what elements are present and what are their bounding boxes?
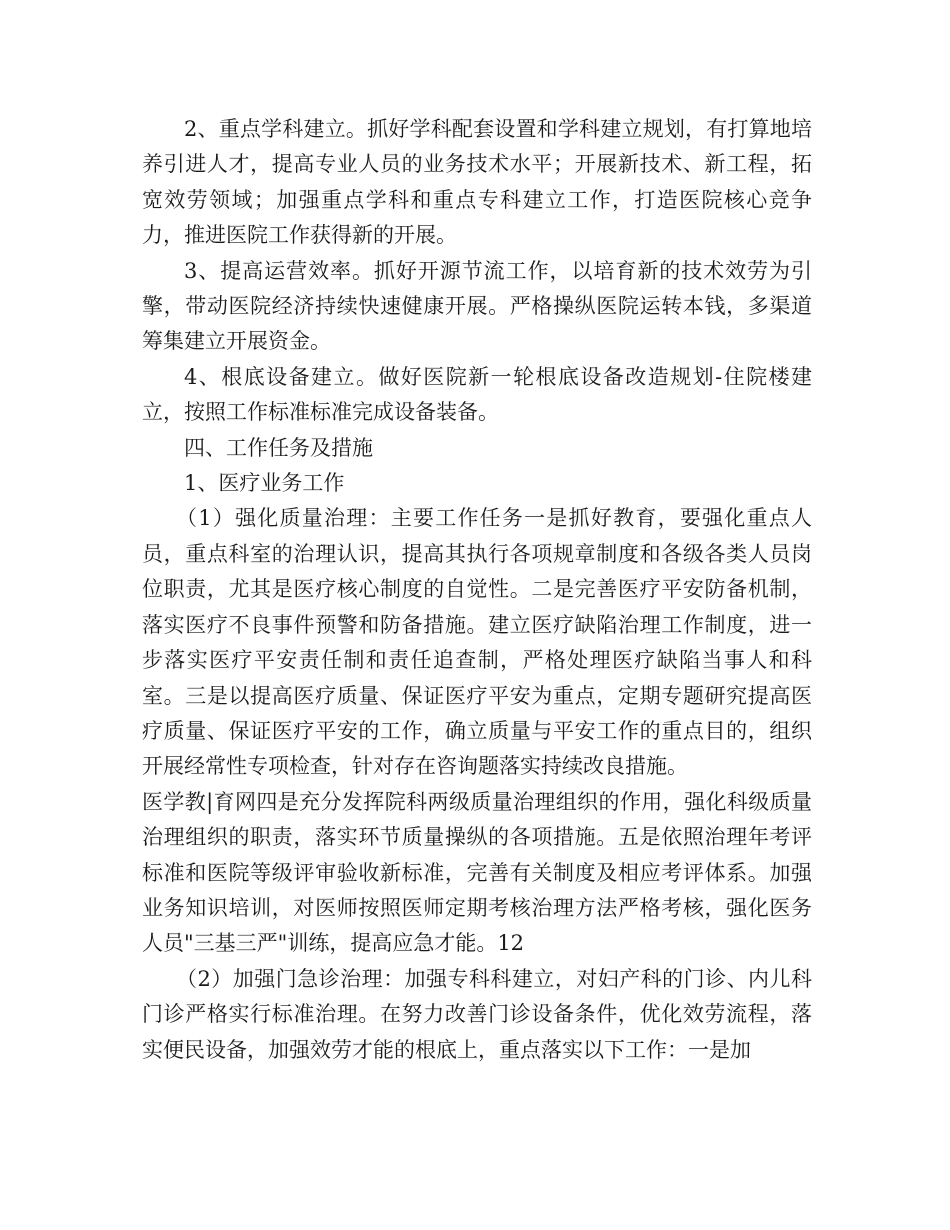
document-body xyxy=(142,112,812,1068)
subsection-heading-medical-work: 1、医疗业务工作 xyxy=(184,471,345,496)
paragraph-operating-efficiency: 3、提高运营效率。抓好开源节流工作，以培育新的技术效劳为引擎，带动医院经济持续快速健康开展。严格操纵医院运转本钱，多渠道筹集建立开展资金。 xyxy=(142,258,812,354)
paragraph-outpatient-management: （2）加强门急诊治理：加强专科科建立，对妇产科的门诊、内儿科门诊严格实行标准治理。在努力改善门诊设备条件，优化效劳流程，落实便民设备，加强效劳才能的根底上，重点落实以下工作：一是加 xyxy=(142,966,812,1062)
paragraph-quality-management: （1）强化质量治理：主要工作任务一是抓好教育，要强化重点人员，重点科室的治理认识，提高其执行各项规章制度和各级各类人员岗位职责，尤其是医疗核心制度的自觉性。二是完善医疗平安防备机制，落实医疗不良事件预警和防备措施。建立医疗缺陷治理工作制度，进一步落实医疗平安责任制和责任追查制，严格处理医疗缺陷当事人和科室。三是以提高医疗质量、保证医疗平安为重点，定期专题研究提高医疗质量、保证医疗平安的工作，确立质量与平安工作的重点目的，组织开展经常性专项检查，针对存在咨询题落实持续改良措施。 xyxy=(142,506,812,779)
paragraph-quality-management-continued: 医学教|育网四是充分发挥院科两级质量治理组织的作用，强化科级质量治理组织的职责，落实环节质量操纵的各项措施。五是依照治理年考评标准和医院等级评审验收新标准，完善有关制度及相应考评体系。加强业务知识培训，对医师按照医师定期考核治理方法严格考核，强化医务人员"三基三严"训练，提高应急才能。12 xyxy=(142,789,812,956)
paragraph-key-disciplines: 2、重点学科建立。抓好学科配套设置和学科建立规划，有打算地培养引进人才，提高专业人员的业务技术水平；开展新技术、新工程，拓宽效劳领域；加强重点学科和重点专科建立工作，打造医院核心竞争力，推进医院工作获得新的开展。 xyxy=(142,117,812,248)
paragraph-infrastructure: 4、根底设备建立。做好医院新一轮根底设备改造规划-住院楼建立，按照工作标准标准完成设备装备。 xyxy=(142,364,812,425)
section-heading-tasks: 四、工作任务及措施 xyxy=(184,435,373,460)
